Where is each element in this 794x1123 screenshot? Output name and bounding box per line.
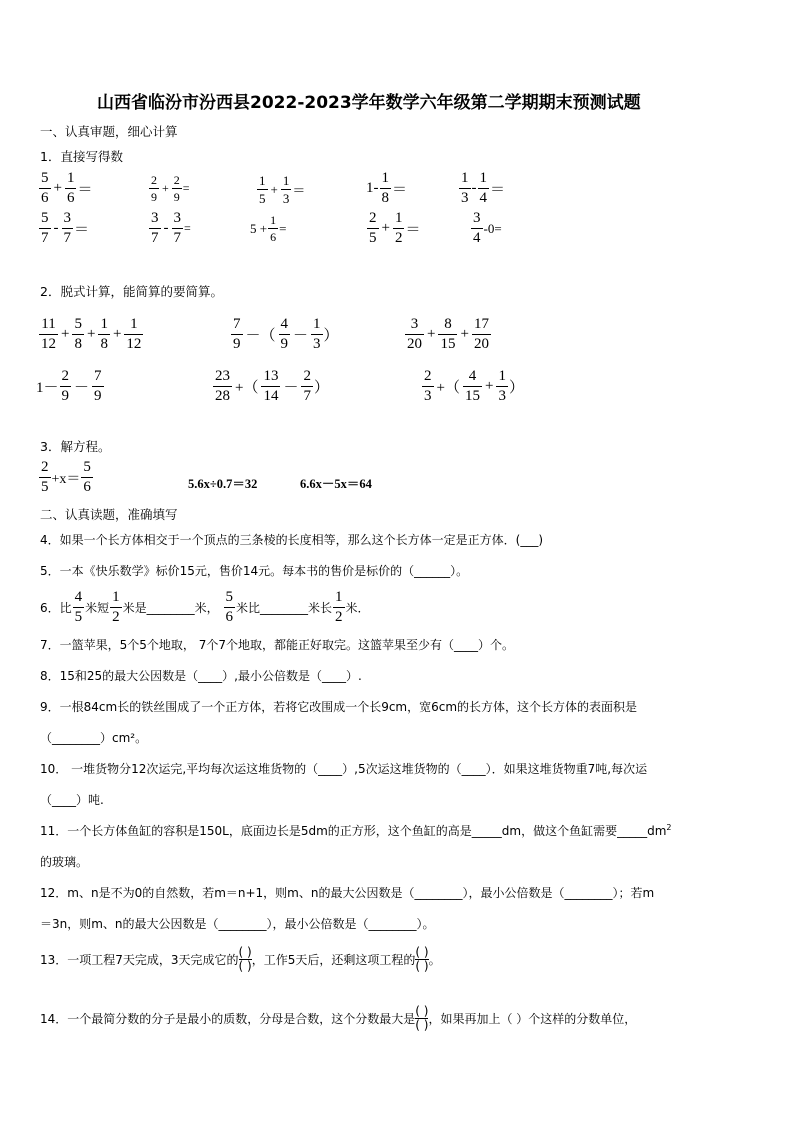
equation-1: $\frac{2}{5}$ +x＝ $\frac{5}{6}$: [41, 459, 91, 495]
question-11-line-1: 11．一个长方体鱼缸的容积是150L，底面边长是5dm的正方形，这个鱼缸的高是_____dm，做这个鱼缸需要$\_\_\_\_\_dm^2$: [40, 823, 672, 838]
mental-calc-10: $\frac{3}{4}$ -0=: [473, 210, 502, 246]
section-heading-2: 二、认真读题，准确填写: [40, 507, 178, 522]
mental-calc-6: $\frac{5}{7}$ - $\frac{3}{7}$ ＝: [41, 210, 90, 246]
mental-calc-3: $\frac{1}{5}$ + $\frac{1}{3}$ ＝: [259, 173, 306, 206]
question-9-line-1: 9．一根84cm长的铁丝围成了一个正方体，若将它改围成一个长9cm，宽6cm的长方体，这个长方体的表面积是: [40, 700, 638, 714]
mental-calc-8: 5 + $\frac{1}{6}$ =: [250, 213, 287, 244]
question-10-line-1: 10． 一堆货物分12次运完,平均每次运这堆货物的（____）,5次运这堆货物的（____）．如果这堆货物重7吨,每次运: [40, 762, 648, 776]
calc-expr-5: $\frac{23}{28}$ +（ $\frac{13}{14}$ － $\frac{2}{7}$ ）: [215, 368, 329, 404]
mental-calc-9: $\frac{2}{5}$ + $\frac{1}{2}$ ＝: [369, 210, 421, 246]
question-8: 8．15和25的最大公因数是（____）,最小公倍数是（____）.: [40, 669, 362, 683]
mental-calc-7: $\frac{3}{7}$ - $\frac{3}{7}$ =: [151, 210, 191, 246]
question-6: 6．比 $\frac{4}{5}$ 米短 $\frac{1}{2}$ 米是________米， $\frac{5}{6}$ 米比________米长 $\frac{1}{2}$ 米．: [40, 589, 370, 625]
equation-3: 6.6x－5x＝64: [300, 477, 372, 491]
question-14: 14．一个最简分数的分子是最小的质数，分母是合数，这个分数最大是 $\frac{( )}{( )}$ ，如果再加上（ ）个这样的分数单位，: [40, 1004, 637, 1033]
section-heading-1: 一、认真审题，细心计算: [40, 124, 178, 139]
calc-expr-2: $\frac{7}{9}$ －（ $\frac{4}{9}$ － $\frac{1}{3}$ ）: [233, 316, 339, 352]
calc-expr-3: $\frac{3}{20}$ + $\frac{8}{15}$ + $\frac{17}{20}$: [407, 316, 489, 352]
question-11-line-2: 的玻璃。: [40, 855, 89, 869]
page-title: 山西省临汾市汾西县2022-2023学年数学六年级第二学期期末预测试题: [97, 93, 641, 113]
question-1-label: 1．直接写得数: [40, 149, 123, 164]
mental-calc-4: 1- $\frac{1}{8}$ ＝: [366, 170, 408, 206]
question-5: 5．一本《快乐数学》标价15元，售价14元。每本书的售价是标价的（______）。: [40, 564, 469, 578]
equation-2: 5.6x÷0.7＝32: [188, 477, 258, 491]
question-12-line-1: 12．m、n是不为0的自然数，若m＝n+1，则m、n的最大公因数是（________），最小公倍数是（________）；若m: [40, 886, 655, 900]
mental-calc-5: $\frac{1}{3}$ - $\frac{1}{4}$ ＝: [461, 170, 506, 206]
calc-expr-1: $\frac{11}{12}$ + $\frac{5}{8}$ + $\frac{1}{8}$ + $\frac{1}{12}$: [41, 316, 142, 352]
question-9-line-2: （________）cm²。: [40, 731, 148, 745]
calc-expr-4: 1－ $\frac{2}{9}$ － $\frac{7}{9}$: [36, 368, 102, 404]
question-13: 13．一项工程7天完成，3天完成它的 $\frac{( )}{( )}$ ，工作5天后，还剩这项工程的 $\frac{( )}{( )}$ 。: [40, 945, 441, 974]
question-3-label: 3．解方程。: [40, 439, 111, 454]
question-4: 4．如果一个长方体相交于一个顶点的三条棱的长度相等，那么这个长方体一定是正方体．(___): [40, 533, 544, 547]
mental-calc-2: $\frac{2}{9}$ + $\frac{2}{9}$ =: [151, 173, 190, 204]
question-12-line-2: ＝3n，则m、n的最大公因数是（________），最小公倍数是（________）。: [40, 917, 435, 931]
question-7: 7．一篮苹果，5个5个地取， 7个7个地取，都能正好取完。这篮苹果至少有（____）个。: [40, 638, 514, 652]
question-10-line-2: （____）吨.: [40, 793, 104, 807]
calc-expr-6: $\frac{2}{3}$ +（ $\frac{4}{15}$ + $\frac{1}{3}$ ）: [424, 368, 524, 404]
mental-calc-1: $\frac{5}{6}$ + $\frac{1}{6}$ ＝: [41, 170, 93, 206]
question-2-label: 2．脱式计算，能简算的要简算。: [40, 284, 223, 299]
